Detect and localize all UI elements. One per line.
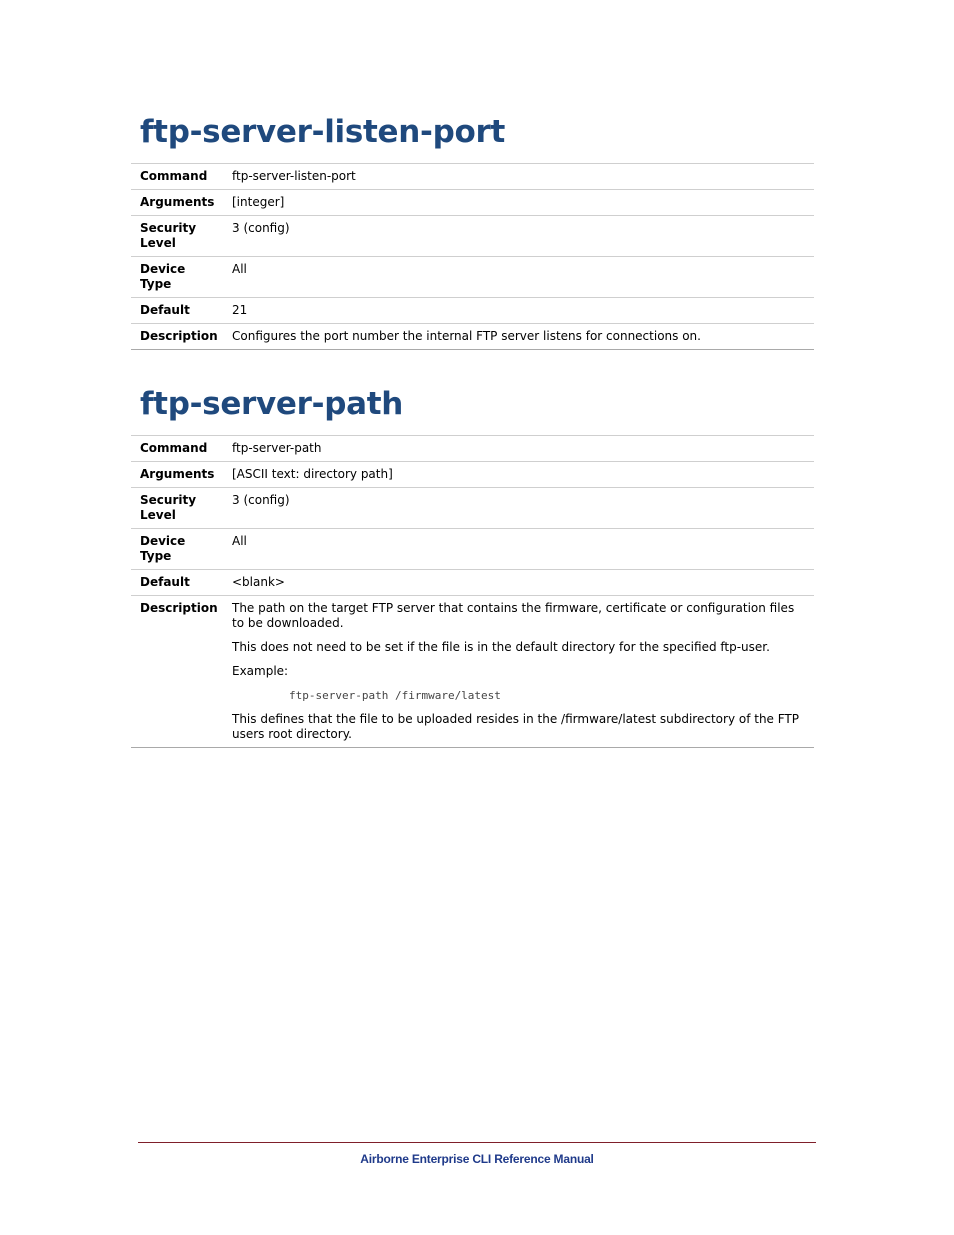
- table-row: [131, 462, 814, 488]
- table-row: [131, 570, 814, 596]
- table-row: [131, 324, 814, 350]
- row-value: 3 (config): [223, 488, 814, 529]
- table-row: [131, 488, 814, 529]
- table-row: [131, 596, 814, 748]
- footer-divider: [138, 1142, 816, 1143]
- command-table: [131, 435, 814, 748]
- footer-title: Airborne Enterprise CLI Reference Manual: [360, 1152, 594, 1166]
- table-row: [131, 436, 814, 462]
- row-label: Arguments: [131, 190, 223, 216]
- table-row: [131, 164, 814, 190]
- row-label: Default: [131, 570, 223, 596]
- row-value: Configures the port number the internal FTP server listens for connections on.: [223, 324, 814, 350]
- row-value: [ASCII text: directory path]: [223, 462, 814, 488]
- row-label: Command: [131, 436, 223, 462]
- row-value: ftp-server-listen-port: [223, 164, 814, 190]
- description-paragraph: This does not need to be set if the file is in the default directory for the specified ftp-user.: [232, 640, 770, 654]
- table-row: [131, 190, 814, 216]
- code-example: ftp-server-path /firmware/latest: [289, 689, 501, 702]
- row-label: Description: [131, 324, 223, 350]
- row-value: <blank>: [223, 570, 814, 596]
- table-row: [131, 529, 814, 570]
- row-label: Device Type: [131, 529, 223, 570]
- row-label: Security Level: [131, 216, 223, 257]
- section-ftp-server-path: [131, 384, 814, 748]
- table-row: [131, 216, 814, 257]
- row-label: Command: [131, 164, 223, 190]
- row-label: Default: [131, 298, 223, 324]
- description-paragraph: Example:: [232, 664, 289, 678]
- row-value: All: [223, 529, 814, 570]
- row-value: 3 (config): [223, 216, 814, 257]
- table-row: [131, 257, 814, 298]
- section-title: ftp-server-listen-port: [140, 114, 505, 150]
- section-ftp-server-listen-port: [131, 112, 814, 350]
- row-value: [integer]: [223, 190, 814, 216]
- section-title: ftp-server-path: [140, 386, 404, 422]
- table-row: [131, 298, 814, 324]
- row-label: Security Level: [131, 488, 223, 529]
- description-paragraph: The path on the target FTP server that contains the firmware, certificate or configuration files to be downloaded.: [232, 601, 795, 630]
- command-table: [131, 163, 814, 350]
- row-label: Arguments: [131, 462, 223, 488]
- description-paragraph: This defines that the file to be uploaded resides in the /firmware/latest subdirectory of the FTP users root directory.: [232, 712, 799, 741]
- row-label: Description: [131, 596, 223, 748]
- row-value: 21: [223, 298, 814, 324]
- row-value: All: [223, 257, 814, 298]
- row-label: Device Type: [131, 257, 223, 298]
- description-value: [223, 596, 814, 748]
- row-value: ftp-server-path: [223, 436, 814, 462]
